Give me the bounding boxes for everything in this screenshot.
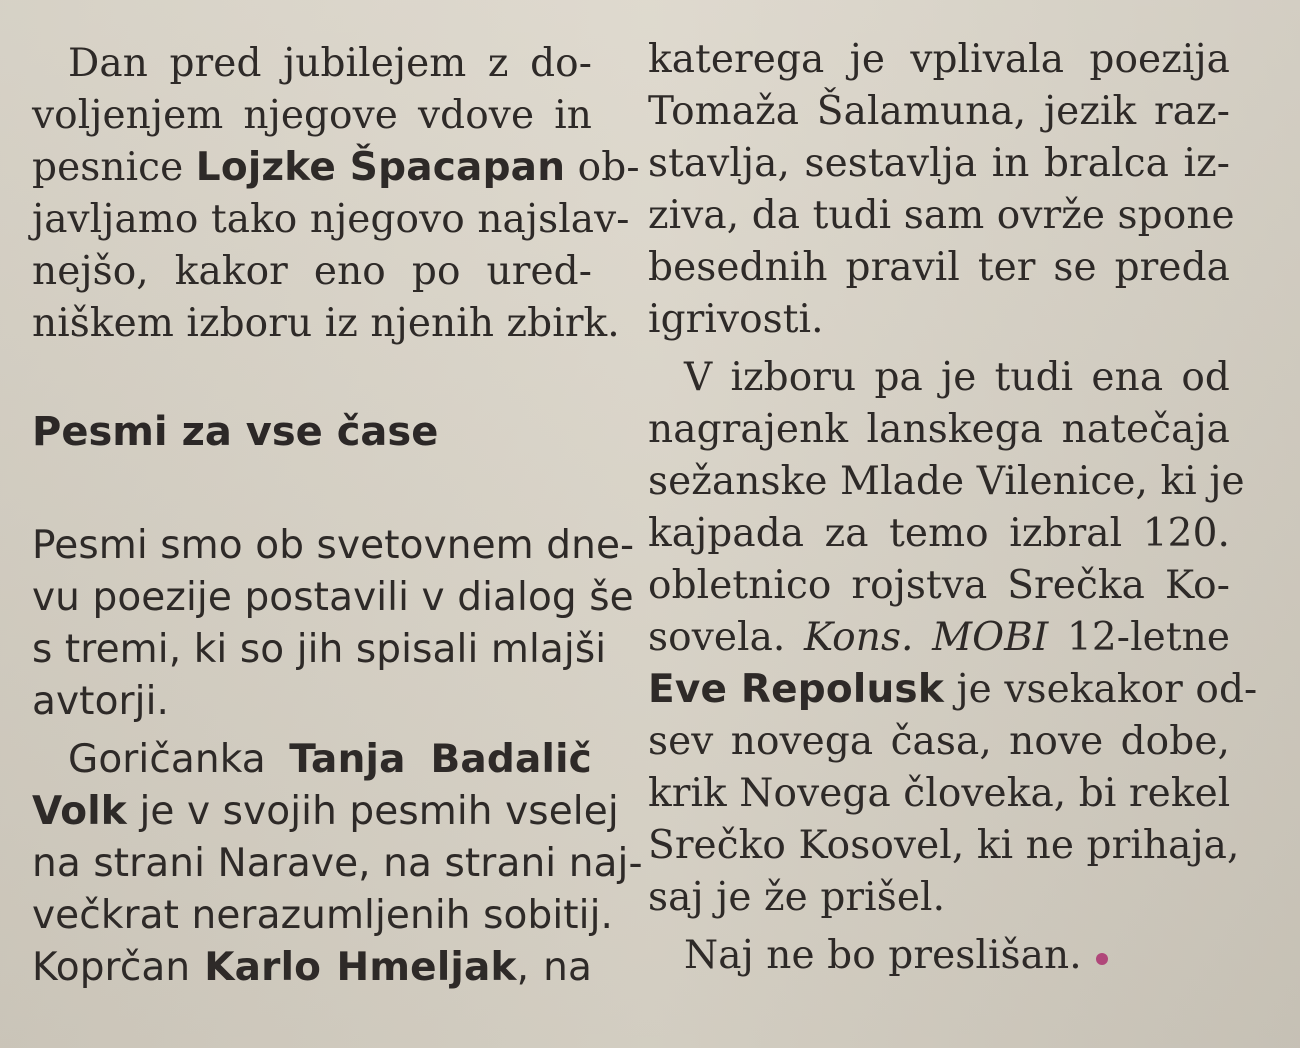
text-span: avtorji. [32, 679, 170, 724]
text-line [648, 716, 1230, 768]
text-line [32, 90, 592, 142]
text-line [32, 890, 614, 942]
text-span: Tomaža Šalamuna, jezik raz- [648, 89, 1230, 134]
text-span: Goričanka [68, 737, 290, 782]
text-span: ob- [565, 145, 640, 190]
text-span: obletnico rojstva Srečka Ko- [648, 563, 1230, 608]
text-span: na strani Narave, na strani naj- [32, 841, 643, 886]
text-span: nagrajenk lanskega natečaja [648, 407, 1230, 452]
text-span: pesnice [32, 145, 196, 190]
text-line [32, 838, 643, 890]
text-line [648, 820, 1240, 872]
text-line [68, 734, 592, 786]
text-line [648, 560, 1230, 612]
text-span: nejšo, kakor eno po ured- [32, 249, 592, 294]
text-span: sev novega časa, nove dobe, [648, 719, 1230, 764]
text-line [648, 508, 1230, 560]
text-span: stavlja, sestavlja in bralca iz- [648, 141, 1230, 186]
work-title: Kons. MOBI [803, 615, 1049, 660]
text-span: Dan pred jubilejem z do- [68, 41, 592, 86]
text-span: Srečko Kosovel, ki ne prihaja, [648, 823, 1240, 868]
text-line [32, 942, 592, 994]
section-heading: Pesmi za vse čase [32, 409, 439, 455]
text-line [648, 190, 1235, 242]
text-line [68, 38, 592, 90]
text-line [684, 352, 1230, 404]
text-line [32, 676, 169, 728]
text-span: katerega je vplivala poezija [648, 37, 1230, 82]
text-span: Koprčan [32, 945, 205, 990]
text-line [648, 242, 1230, 294]
text-span: Pesmi smo ob svetovnem dne- [32, 523, 635, 568]
text-span: krik Novega človeka, bi rekel [648, 771, 1231, 816]
text-line [648, 612, 1230, 664]
author-name: Tanja Badalič [289, 737, 592, 782]
text-span: 12-letne [1048, 615, 1230, 660]
text-span: , na [516, 945, 592, 990]
text-span: je vsekakor od- [943, 667, 1258, 712]
author-name: Eve Repolusk [648, 667, 944, 712]
text-span: niškem izboru iz njenih zbirk. [32, 301, 620, 346]
text-line [648, 86, 1230, 138]
text-span: Naj ne bo preslišan. [684, 933, 1082, 978]
text-line [32, 786, 619, 838]
author-name: Karlo Hmeljak [204, 945, 517, 990]
text-line [648, 34, 1230, 86]
text-line [32, 194, 630, 246]
text-span: sežanske Mlade Vilenice, ki je [648, 459, 1245, 504]
text-line [648, 138, 1230, 190]
text-span: igrivosti. [648, 297, 824, 342]
text-span: večkrat nerazumljenih sobitij. [32, 893, 614, 938]
text-line [684, 930, 1108, 982]
text-line [32, 298, 620, 350]
text-line [32, 572, 634, 624]
author-name: Lojzke Špacapan [195, 145, 566, 190]
end-marker-icon [1096, 953, 1108, 965]
text-span: s tremi, ki so jih spisali mlajši [32, 627, 607, 672]
text-span: saj je že prišel. [648, 875, 946, 920]
text-line [648, 294, 824, 346]
text-span: V izboru pa je tudi ena od [684, 355, 1230, 400]
text-span: javljamo tako njegovo najslav- [32, 197, 630, 242]
text-span: besednih pravil ter se preda [648, 245, 1230, 290]
text-line [648, 768, 1230, 820]
text-span: ziva, da tudi sam ovrže spone [648, 193, 1235, 238]
text-line [648, 872, 945, 924]
text-line [32, 246, 592, 298]
text-span: vu poezije postavili v dialog še [32, 575, 634, 620]
text-span: sovela. [648, 615, 804, 660]
text-line [648, 456, 1245, 508]
author-name: Volk [32, 789, 127, 834]
text-line [32, 624, 607, 676]
text-line [32, 520, 635, 572]
text-line [32, 142, 640, 194]
text-span: voljenjem njegove vdove in [32, 93, 592, 138]
text-line [648, 404, 1230, 456]
text-span: je v svojih pesmih vselej [126, 789, 619, 834]
text-span: kajpada za temo izbral 120. [648, 511, 1230, 556]
text-line [648, 664, 1258, 716]
